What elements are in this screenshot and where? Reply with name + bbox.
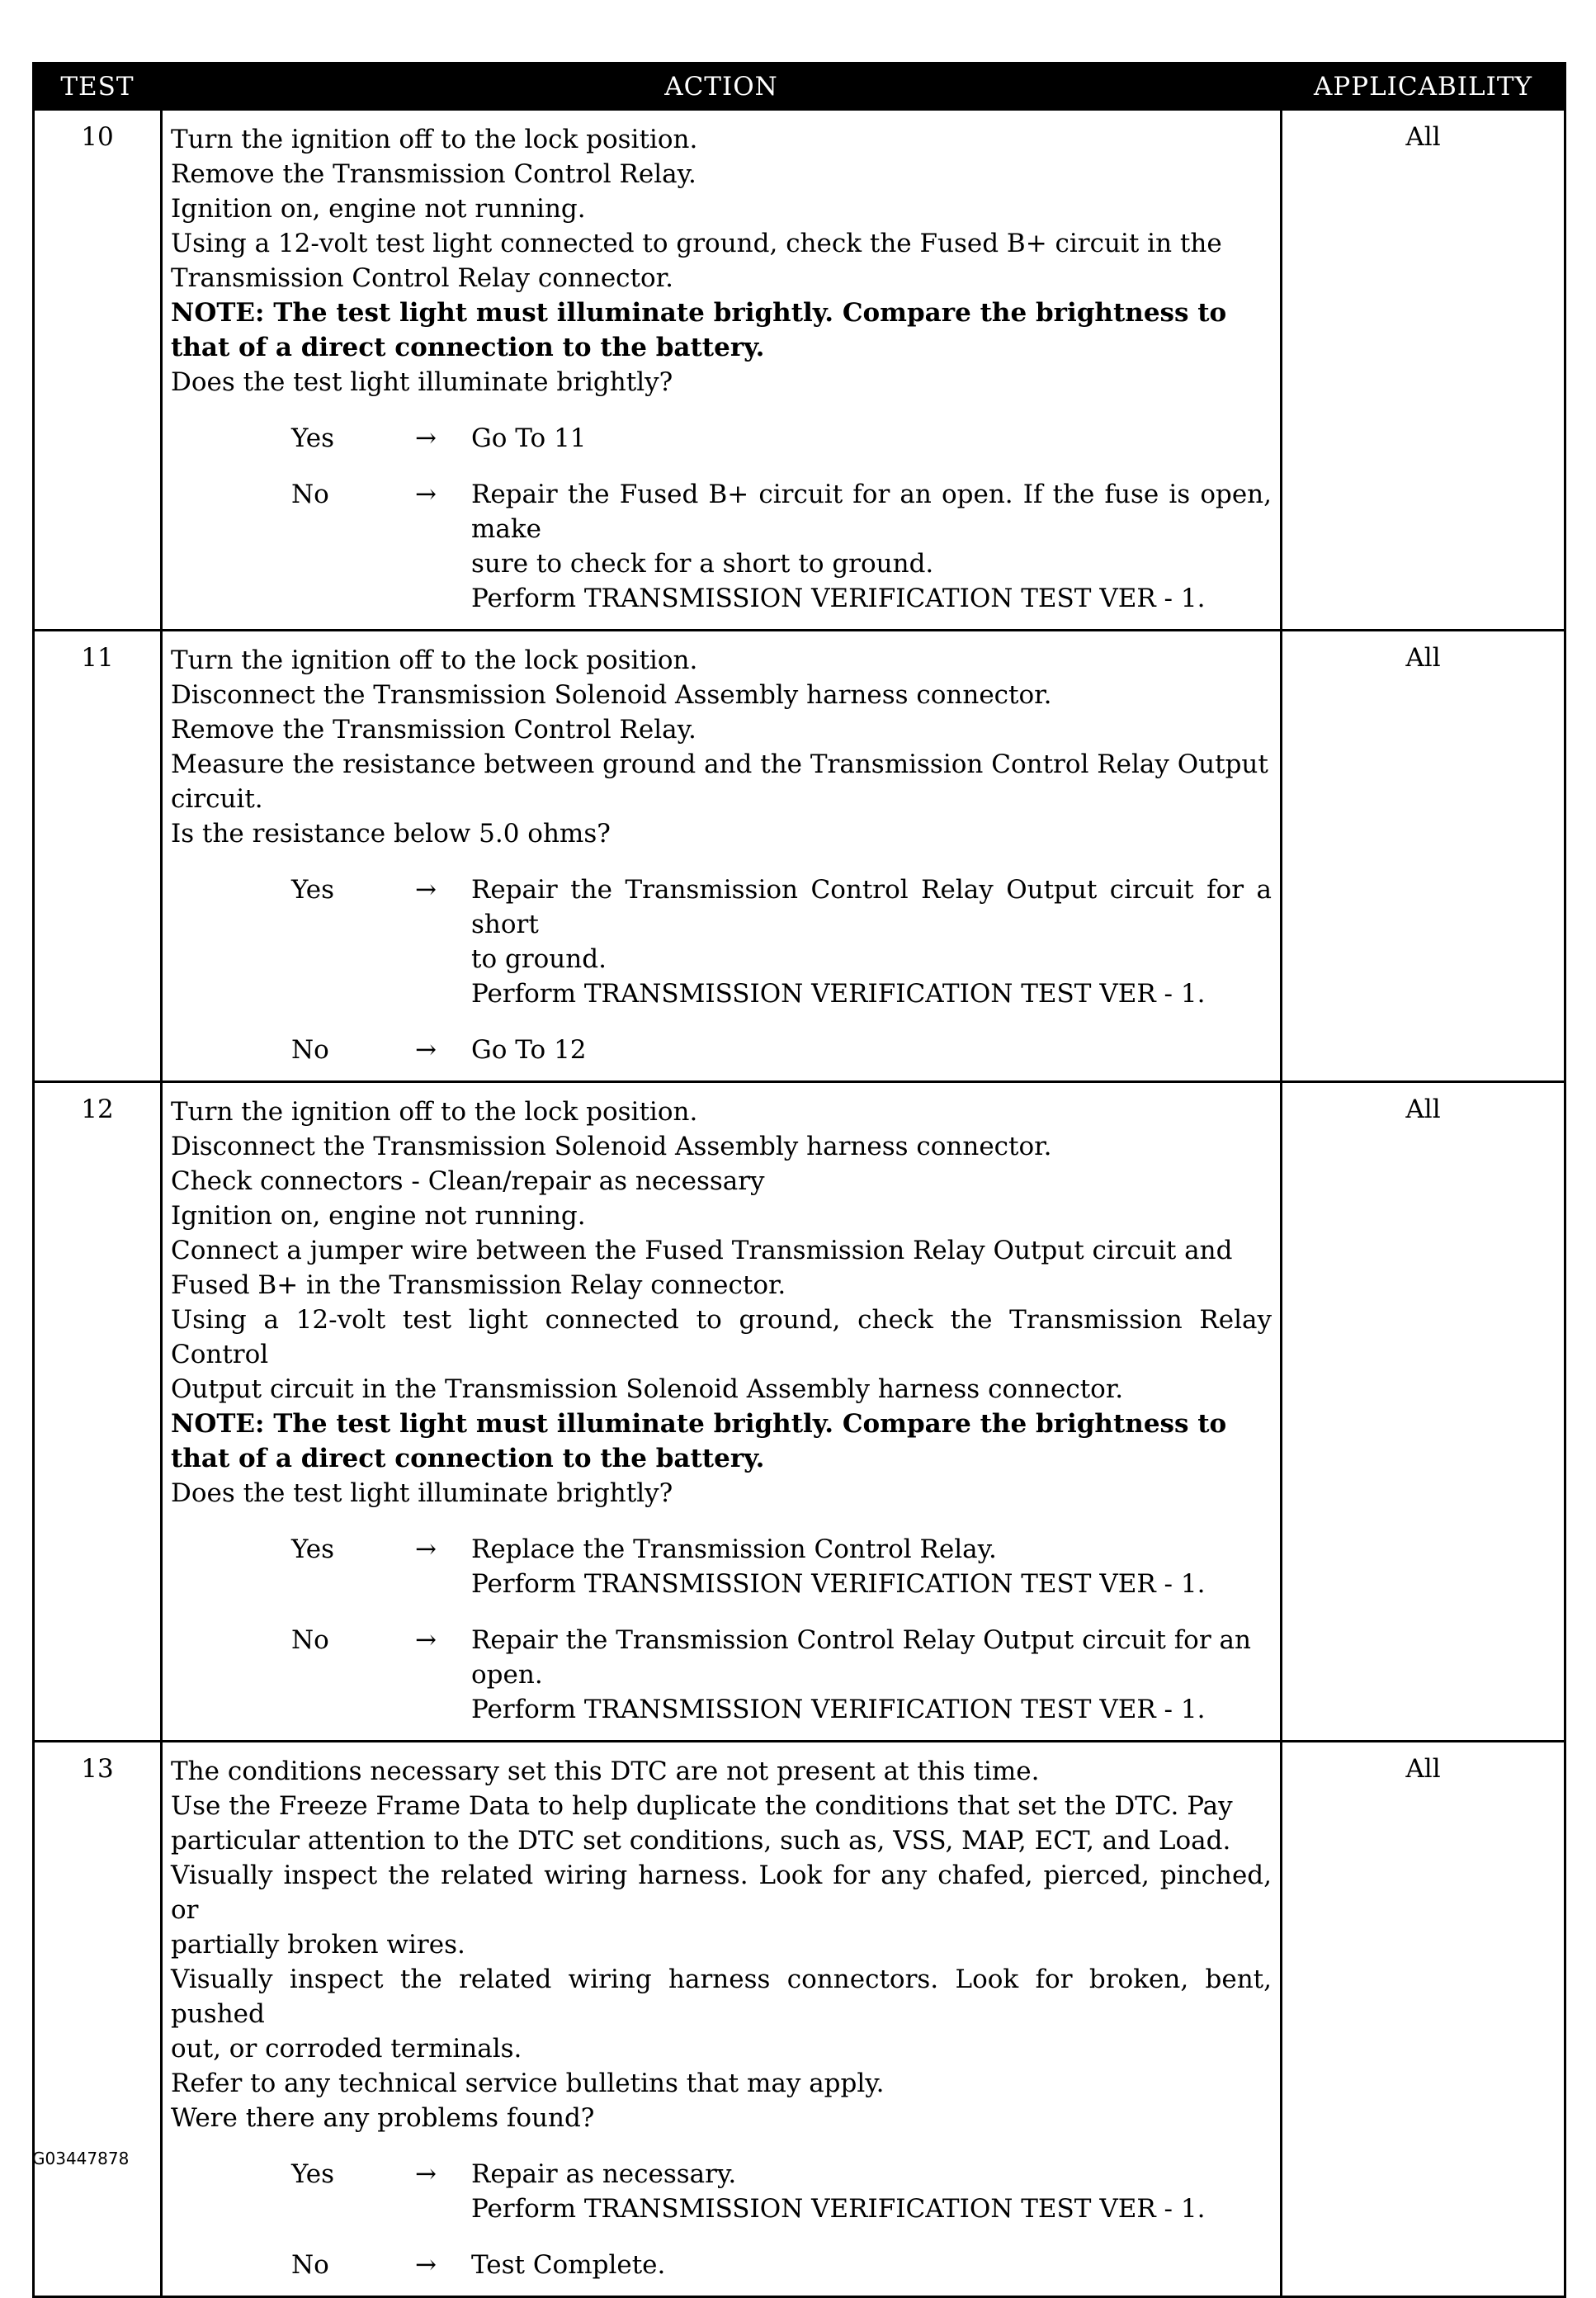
no-result xyxy=(471,2248,1272,2282)
note-line: NOTE: The test light must illuminate brightly. Compare the brightness to xyxy=(171,1409,1227,1439)
right-arrow-icon: → xyxy=(415,1534,437,1564)
diagnostic-table-page xyxy=(32,62,1564,2298)
applicability-value: All xyxy=(1282,110,1565,631)
applicability-value: All xyxy=(1282,631,1565,1082)
action-line: Ignition on, engine not running. xyxy=(171,1201,586,1231)
result-line: Replace the Transmission Control Relay. xyxy=(471,1534,997,1564)
no-label: No xyxy=(291,1625,329,1655)
header-test: TEST xyxy=(34,64,162,110)
table-row xyxy=(34,1742,1565,2297)
result-line: Perform TRANSMISSION VERIFICATION TEST VER - 1. xyxy=(471,1695,1206,1724)
action-line: Ignition on, engine not running. xyxy=(171,194,586,224)
action-line: Remove the Transmission Control Relay. xyxy=(171,715,696,745)
result-line: Go To 12 xyxy=(471,1035,587,1065)
table-header-row xyxy=(34,64,1565,110)
result-line: Repair as necessary. xyxy=(471,2159,737,2189)
result-line: Go To 11 xyxy=(471,423,587,453)
table-row xyxy=(34,1082,1565,1742)
action-line: Transmission Control Relay connector. xyxy=(171,263,673,293)
result-line: Perform TRANSMISSION VERIFICATION TEST VER - 1. xyxy=(471,979,1206,1009)
table-row xyxy=(34,110,1565,631)
action-line: circuit. xyxy=(171,784,263,814)
action-line: Fused B+ in the Transmission Relay connector. xyxy=(171,1270,786,1300)
action-cell xyxy=(162,1742,1282,2297)
result-line: Perform TRANSMISSION VERIFICATION TEST VER - 1. xyxy=(471,584,1206,613)
action-line: Use the Freeze Frame Data to help duplicate the conditions that set the DTC. Pay xyxy=(171,1791,1233,1821)
yes-label: Yes xyxy=(291,423,335,453)
right-arrow-icon: → xyxy=(415,1035,437,1065)
yes-result xyxy=(471,1532,1272,1601)
action-line: Visually inspect the related wiring harness. Look for any chafed, pierced, pinched, or xyxy=(171,1861,1272,1925)
result-line: Perform TRANSMISSION VERIFICATION TEST VER - 1. xyxy=(471,1569,1206,1599)
action-line: Using a 12-volt test light connected to ground, check the Fused B+ circuit in the xyxy=(171,229,1222,258)
action-line: Is the resistance below 5.0 ohms? xyxy=(171,819,611,849)
action-line: The conditions necessary set this DTC are not present at this time. xyxy=(171,1757,1040,1786)
no-label: No xyxy=(291,2250,329,2280)
no-branch xyxy=(171,477,1272,616)
right-arrow-icon: → xyxy=(415,2250,437,2280)
no-branch xyxy=(171,2248,1272,2282)
applicability-value: All xyxy=(1282,1082,1565,1742)
action-line: Connect a jumper wire between the Fused Transmission Relay Output circuit and xyxy=(171,1236,1233,1265)
yes-branch xyxy=(171,1532,1272,1601)
result-line: Test Complete. xyxy=(471,2250,666,2280)
yes-label: Yes xyxy=(291,875,335,905)
right-arrow-icon: → xyxy=(415,875,437,905)
action-line: out, or corroded terminals. xyxy=(171,2034,522,2064)
action-line: Refer to any technical service bulletins that may apply. xyxy=(171,2069,885,2098)
action-line: Turn the ignition off to the lock position. xyxy=(171,1097,698,1127)
action-line: Using a 12-volt test light connected to ground, check the Transmission Relay Control xyxy=(171,1305,1272,1369)
figure-id: G03447878 xyxy=(32,2149,130,2168)
yes-branch xyxy=(171,421,1272,456)
action-line: Measure the resistance between ground and the Transmission Control Relay Output xyxy=(171,749,1268,779)
right-arrow-icon: → xyxy=(415,2159,437,2189)
yes-result xyxy=(471,421,1272,456)
action-cell xyxy=(162,1082,1282,1742)
note-line: NOTE: The test light must illuminate brightly. Compare the brightness to xyxy=(171,298,1227,328)
result-line: to ground. xyxy=(471,944,607,974)
action-cell xyxy=(162,631,1282,1082)
no-result xyxy=(471,1623,1272,1727)
result-line: sure to check for a short to ground. xyxy=(471,549,934,579)
no-branch xyxy=(171,1033,1272,1067)
result-line: open. xyxy=(471,1660,543,1690)
table-body xyxy=(34,110,1565,2297)
right-arrow-icon: → xyxy=(415,1625,437,1655)
action-line: Disconnect the Transmission Solenoid Assembly harness connector. xyxy=(171,1132,1052,1161)
no-label: No xyxy=(291,480,329,509)
header-action: ACTION xyxy=(162,64,1282,110)
test-number: 13 xyxy=(34,1742,162,2297)
result-line: Repair the Transmission Control Relay Output circuit for a short xyxy=(471,875,1272,939)
header-applicability: APPLICABILITY xyxy=(1282,64,1565,110)
no-label: No xyxy=(291,1035,329,1065)
right-arrow-icon: → xyxy=(415,480,437,509)
action-line: Does the test light illuminate brightly? xyxy=(171,1478,673,1508)
action-line: Output circuit in the Transmission Solenoid Assembly harness connector. xyxy=(171,1374,1124,1404)
diagnostic-test-table xyxy=(32,62,1566,2298)
action-line: Visually inspect the related wiring harness connectors. Look for broken, bent, pushed xyxy=(171,1965,1272,2029)
right-arrow-icon: → xyxy=(415,423,437,453)
action-cell xyxy=(162,110,1282,631)
no-result xyxy=(471,1033,1272,1067)
applicability-value: All xyxy=(1282,1742,1565,2297)
test-number: 11 xyxy=(34,631,162,1082)
no-branch xyxy=(171,1623,1272,1727)
yes-branch xyxy=(171,2157,1272,2226)
test-number: 12 xyxy=(34,1082,162,1742)
yes-label: Yes xyxy=(291,1534,335,1564)
yes-branch xyxy=(171,872,1272,1011)
yes-result xyxy=(471,872,1272,1011)
action-line: Does the test light illuminate brightly? xyxy=(171,367,673,397)
action-line: particular attention to the DTC set conditions, such as, VSS, MAP, ECT, and Load. xyxy=(171,1826,1231,1856)
no-result xyxy=(471,477,1272,616)
test-number: 10 xyxy=(34,110,162,631)
yes-label: Yes xyxy=(291,2159,335,2189)
yes-result xyxy=(471,2157,1272,2226)
result-line: Repair the Fused B+ circuit for an open. If the fuse is open, make xyxy=(471,480,1272,544)
note-line: that of a direct connection to the battery. xyxy=(171,333,765,362)
action-line: Were there any problems found? xyxy=(171,2103,595,2133)
action-line: Turn the ignition off to the lock position. xyxy=(171,125,698,154)
result-line: Perform TRANSMISSION VERIFICATION TEST VER - 1. xyxy=(471,2194,1206,2224)
action-line: Check connectors - Clean/repair as necessary xyxy=(171,1166,765,1196)
action-line: Disconnect the Transmission Solenoid Assembly harness connector. xyxy=(171,680,1052,710)
note-line: that of a direct connection to the battery. xyxy=(171,1444,765,1473)
action-line: Turn the ignition off to the lock position. xyxy=(171,645,698,675)
action-line: partially broken wires. xyxy=(171,1930,465,1960)
result-line: Repair the Transmission Control Relay Output circuit for an xyxy=(471,1625,1251,1655)
table-row xyxy=(34,631,1565,1082)
action-line: Remove the Transmission Control Relay. xyxy=(171,159,696,189)
